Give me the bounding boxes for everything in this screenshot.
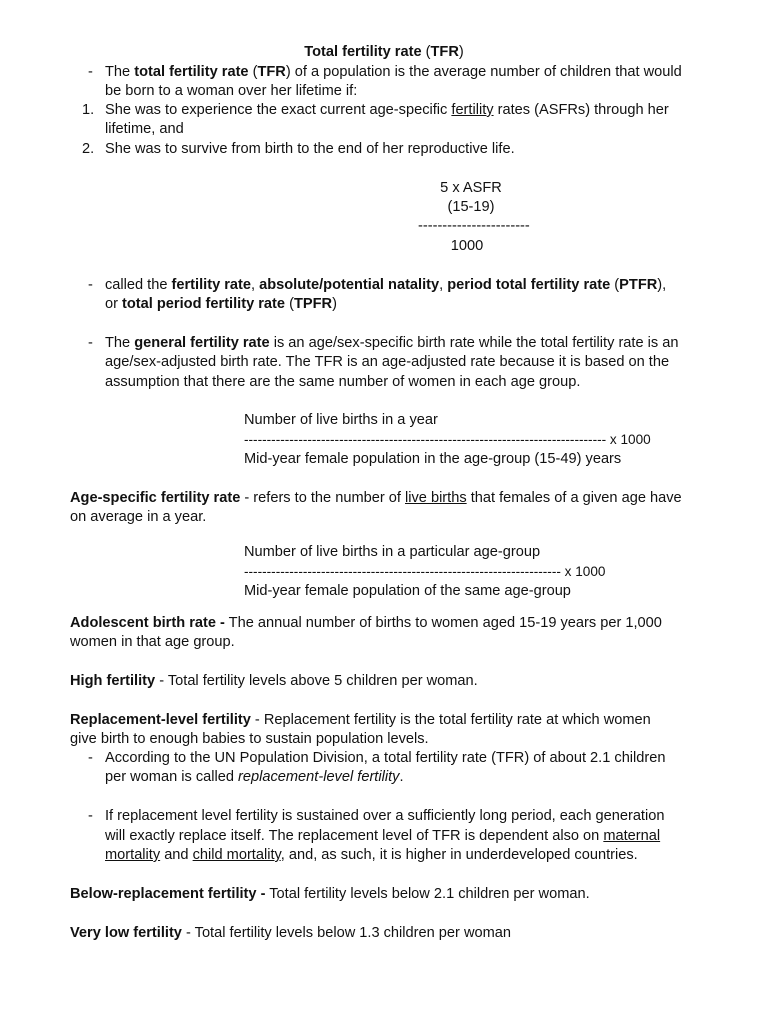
replacement-line-2: give birth to enough babies to sustain population levels. — [70, 731, 429, 747]
replacement-bullet-1-line-2: per woman is called replacement-level fertility. — [105, 769, 404, 785]
condition-1-line-1: She was to experience the exact current age-specific fertility rates (ASFRs) through her — [105, 102, 669, 118]
general-rate-line-1: The general fertility rate is an age/sex-specific birth rate while the total fertility rate is an — [105, 335, 679, 351]
very-low-fertility: Very low fertility - Total fertility levels below 1.3 children per woman — [70, 925, 511, 941]
formula1-fraction-bar: ----------------------- — [418, 218, 530, 234]
bullet-dash: - — [88, 750, 93, 766]
tfr-definition-line-2: be born to a woman over her lifetime if: — [105, 83, 358, 99]
formula2-denominator: Mid-year female population in the age-group (15-49) years — [244, 451, 622, 467]
bullet-dash: - — [88, 335, 93, 351]
list-number-2: 2. — [82, 141, 95, 157]
condition-2: She was to survive from birth to the end of her reproductive life. — [105, 141, 515, 157]
alt-names-line-2: or total period fertility rate (TPFR) — [105, 296, 337, 312]
tfr-definition-line-1: The total fertility rate (TFR) of a population is the average number of children that would — [105, 64, 682, 80]
bullet-dash: - — [88, 277, 93, 293]
bullet-dash: - — [88, 808, 93, 824]
asfr-definition-line-2: on average in a year. — [70, 509, 207, 525]
replacement-bullet-2-line-1: If replacement level fertility is sustained over a sufficiently long period, each generation — [105, 808, 665, 824]
formula1-denominator: 1000 — [450, 238, 484, 254]
formula2-numerator: Number of live births in a year — [244, 412, 438, 428]
replacement-bullet-1-line-1: According to the UN Population Division, a total fertility rate (TFR) of about 2.1 children — [105, 750, 666, 766]
formula3-fraction-bar: ---------------------------------------------------------------------- x 1000 — [244, 564, 606, 579]
formula3-numerator: Number of live births in a particular age-group — [244, 544, 541, 560]
page-title: Total fertility rate (TFR) — [304, 44, 464, 60]
adolescent-rate-line-2: women in that age group. — [70, 634, 235, 650]
replacement-bullet-2-line-3: mortality and child mortality, and, as such, it is higher in underdeveloped countries. — [105, 847, 638, 863]
replacement-bullet-2-line-2: will exactly replace itself. The replacement level of TFR is dependent also on maternal — [105, 828, 661, 844]
alt-names-line-1: called the fertility rate, absolute/potential natality, period total fertility rate (PTFR), — [105, 277, 667, 293]
list-number-1: 1. — [82, 102, 95, 118]
formula2-fraction-bar: -------------------------------------------------------------------------------- x 1000 — [244, 432, 651, 447]
high-fertility: High fertility - Total fertility levels above 5 children per woman. — [70, 673, 478, 689]
bullet-dash: - — [88, 64, 93, 80]
below-replacement-fertility: Below-replacement fertility - Total fertility levels below 2.1 children per woman. — [70, 886, 590, 902]
condition-1-line-2: lifetime, and — [105, 121, 184, 137]
formula1-numerator-2: (15-19) — [447, 199, 495, 215]
formula3-denominator: Mid-year female population of the same age-group — [244, 583, 571, 599]
general-rate-line-3: assumption that there are the same number of women in each age group. — [105, 374, 581, 390]
general-rate-line-2: age/sex-adjusted birth rate. The TFR is an age-adjusted rate because it is based on the — [105, 354, 670, 370]
formula1-numerator-1: 5 x ASFR — [440, 180, 502, 196]
replacement-line-1: Replacement-level fertility - Replacement fertility is the total fertility rate at which women — [70, 712, 651, 728]
adolescent-rate-line-1: Adolescent birth rate - The annual number of births to women aged 15-19 years per 1,000 — [70, 615, 662, 631]
asfr-definition-line-1: Age-specific fertility rate - refers to the number of live births that females of a given age have — [70, 490, 682, 506]
